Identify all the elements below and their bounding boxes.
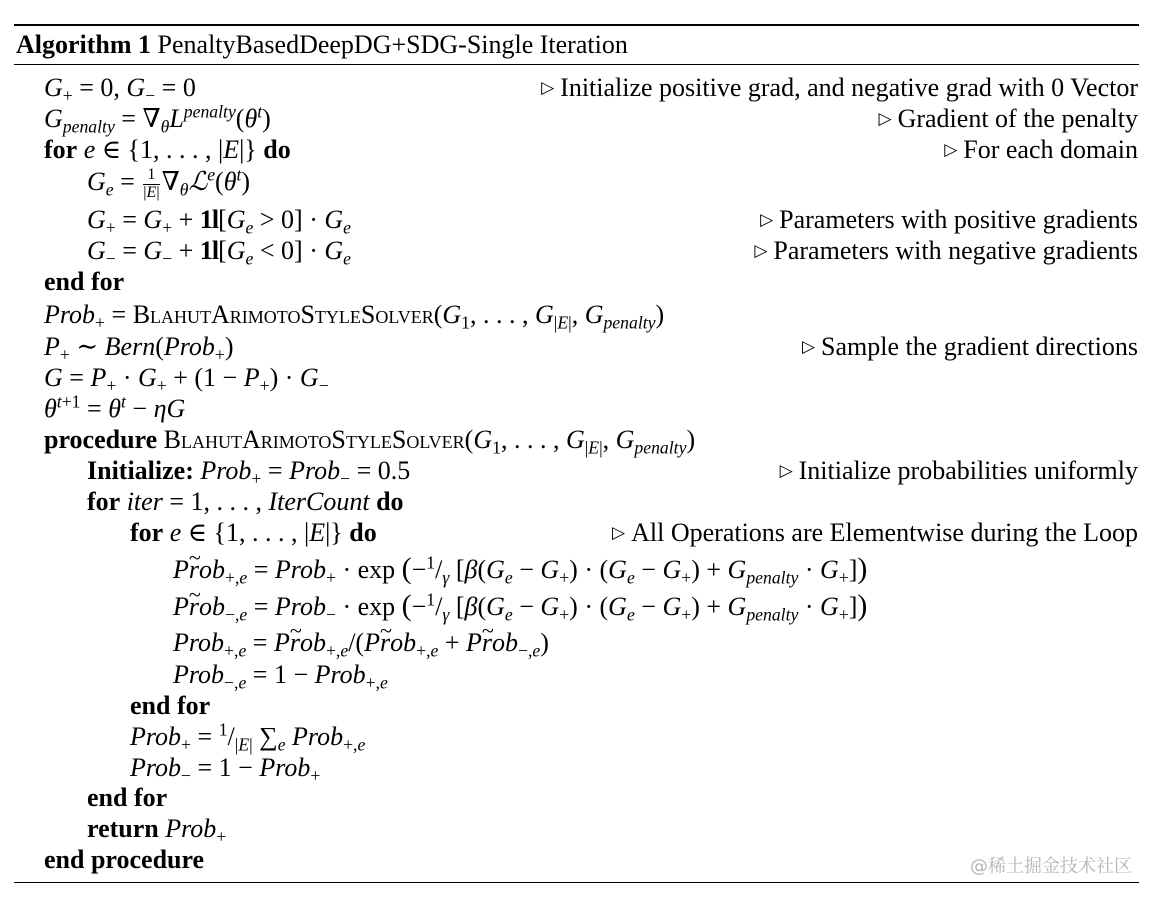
algo-line-domain-grad bbox=[0, 164, 1156, 201]
comment-triangle-icon: ▷ bbox=[541, 78, 555, 98]
algo-line-complement bbox=[0, 752, 1156, 786]
comment-init-grads: ▷ Initialize positive grad, and negative grad with 0 Vector bbox=[541, 73, 1138, 102]
algo-line-complement-e bbox=[0, 659, 1156, 693]
math-init-grads: $G_+ = 0$, $G_- = 0$ bbox=[44, 73, 196, 106]
algo-line-normalize bbox=[0, 627, 1156, 661]
math-average: Prob$_+$ = $^1/_{|E|}$ $\sum_e$ Prob$_{+,e}$ bbox=[130, 719, 366, 755]
math-for-iter: for iter = 1, . . . , IterCount do bbox=[87, 487, 404, 516]
algorithm-name: PenaltyBasedDeepDG+SDG-Single Iteration bbox=[157, 30, 628, 59]
algo-line-init-grads bbox=[0, 72, 1156, 106]
algo-line-procedure bbox=[0, 424, 1156, 458]
math-sample: $P_+$ ∼ Bern(Prob$_+$) bbox=[44, 332, 234, 365]
math-complement-e: Prob$_{-,e}$ = 1 − Prob$_{+,e}$ bbox=[173, 660, 388, 693]
math-complement: Prob$_-$ = 1 − Prob$_+$ bbox=[130, 753, 321, 786]
math-procedure: procedure $BlahutArimotoStyleSolver(G_1$, . . . , $G_{|E|}$, $G_{penalty}$) bbox=[44, 425, 696, 458]
algo-line-return bbox=[0, 813, 1156, 847]
algo-line-for-domains-inner bbox=[0, 517, 1156, 548]
comment-each-domain: ▷ For each domain bbox=[944, 135, 1138, 164]
math-for-domains: for e ∈ {1, . . . , |E|} do bbox=[44, 135, 291, 164]
algo-line-prob-plus-tilde bbox=[0, 552, 1156, 588]
comment-triangle-icon: ▷ bbox=[801, 337, 816, 357]
comment-negative-params: ▷ Parameters with negative gradients bbox=[754, 236, 1138, 265]
algo-line-sample bbox=[0, 331, 1156, 365]
algo-line-negative-update bbox=[0, 235, 1156, 269]
watermark: @稀土掘金技术社区 bbox=[970, 856, 1132, 877]
title-rule bbox=[14, 64, 1139, 65]
algo-line-initialize bbox=[0, 455, 1156, 489]
math-positive-update: $G_+ = G_+ + 1l[G_e > 0] \cdot G_e$ bbox=[87, 205, 351, 238]
math-for-domains-inner: for e ∈ {1, . . . , |E|} do bbox=[130, 518, 377, 547]
math-normalize: Prob$_{+,e}$ = P~ rob$_{+,e}$/(P~ rob$_{+,e}$ + P~ rob$_{-,e}$) bbox=[173, 627, 549, 658]
keyword-end-for: end for bbox=[87, 783, 168, 812]
algo-line-end-for-1 bbox=[0, 266, 1156, 297]
comment-triangle-icon: ▷ bbox=[754, 241, 768, 261]
math-combine: $G = P_+ \cdot G_+ + (1 - P_+) \cdot G_-$ bbox=[44, 363, 329, 396]
comment-elementwise: ▷ All Operations are Elementwise during the Loop bbox=[612, 518, 1138, 547]
algorithm-label: Algorithm 1 bbox=[16, 30, 152, 59]
math-call-solver: Prob$_+$ = $BlahutArimotoStyleSolver(G_1$, . . . , $G_{|E|}$, $G_{penalty}$) bbox=[44, 300, 665, 333]
comment-triangle-icon: ▷ bbox=[878, 109, 892, 129]
comment-positive-params: ▷ Parameters with positive gradients bbox=[760, 205, 1138, 234]
algo-line-call-solver bbox=[0, 299, 1156, 333]
math-domain-grad: $G_e$ = $\frac{1}{|E|}$ $\nabla_\theta ℒ^e(\theta^t)$ bbox=[87, 164, 251, 201]
algo-line-end-for-2 bbox=[0, 690, 1156, 721]
comment-triangle-icon: ▷ bbox=[612, 523, 626, 543]
keyword-end-for: end for bbox=[130, 691, 211, 720]
keyword-end-for: end for bbox=[44, 267, 125, 296]
bottom-rule bbox=[14, 882, 1139, 883]
algo-line-average bbox=[0, 719, 1156, 755]
math-return: return Prob$_+$ bbox=[87, 814, 227, 847]
math-penalty-grad: $G_{penalty} = \nabla_\theta L^{penalty}(\theta^t)$ bbox=[44, 101, 271, 137]
comment-triangle-icon: ▷ bbox=[760, 210, 774, 230]
comment-penalty-grad: ▷ Gradient of the penalty bbox=[878, 104, 1138, 133]
math-prob-plus-tilde: P~ rob$_{+,e}$ = Prob$_+$ · $\exp (-^1/_\gamma$ $[\beta(G_e - G_+) \cdot (G_e - G_+) + G_{penalty} \cdot G_+]$) bbox=[173, 553, 867, 585]
keyword-end-procedure: end procedure bbox=[44, 845, 205, 874]
algo-line-for-iter bbox=[0, 486, 1156, 517]
math-negative-update: $G_- = G_- + 1l[G_e < 0] \cdot G_e$ bbox=[87, 236, 351, 269]
math-initialize: Initialize: Prob$_+$ = Prob$_-$ = 0.5 bbox=[87, 456, 411, 489]
comment-triangle-icon: ▷ bbox=[779, 461, 793, 481]
algo-line-update bbox=[0, 393, 1156, 424]
algo-line-prob-minus-tilde bbox=[0, 589, 1156, 625]
algo-line-end-for-3 bbox=[0, 782, 1156, 813]
algorithm-title bbox=[16, 26, 628, 64]
algo-line-positive-update bbox=[0, 204, 1156, 238]
algo-line-combine bbox=[0, 362, 1156, 396]
algo-line-for-domains bbox=[0, 134, 1156, 165]
comment-init-probs: ▷ Initialize probabilities uniformly bbox=[779, 456, 1138, 485]
algo-line-penalty-grad bbox=[0, 101, 1156, 137]
comment-triangle-icon: ▷ bbox=[944, 140, 958, 160]
comment-sample: ▷ Sample the gradient directions bbox=[801, 332, 1138, 361]
math-prob-minus-tilde: P~ rob$_{-,e}$ = Prob$_-$ · $\exp (-^1/_\gamma$ $[\beta(G_e - G_+) \cdot (G_e - G_+) + G_{penalty} \cdot G_+]$) bbox=[173, 590, 867, 622]
math-update: $\theta^{t+1} = \theta^t - \eta G$ bbox=[44, 391, 186, 423]
